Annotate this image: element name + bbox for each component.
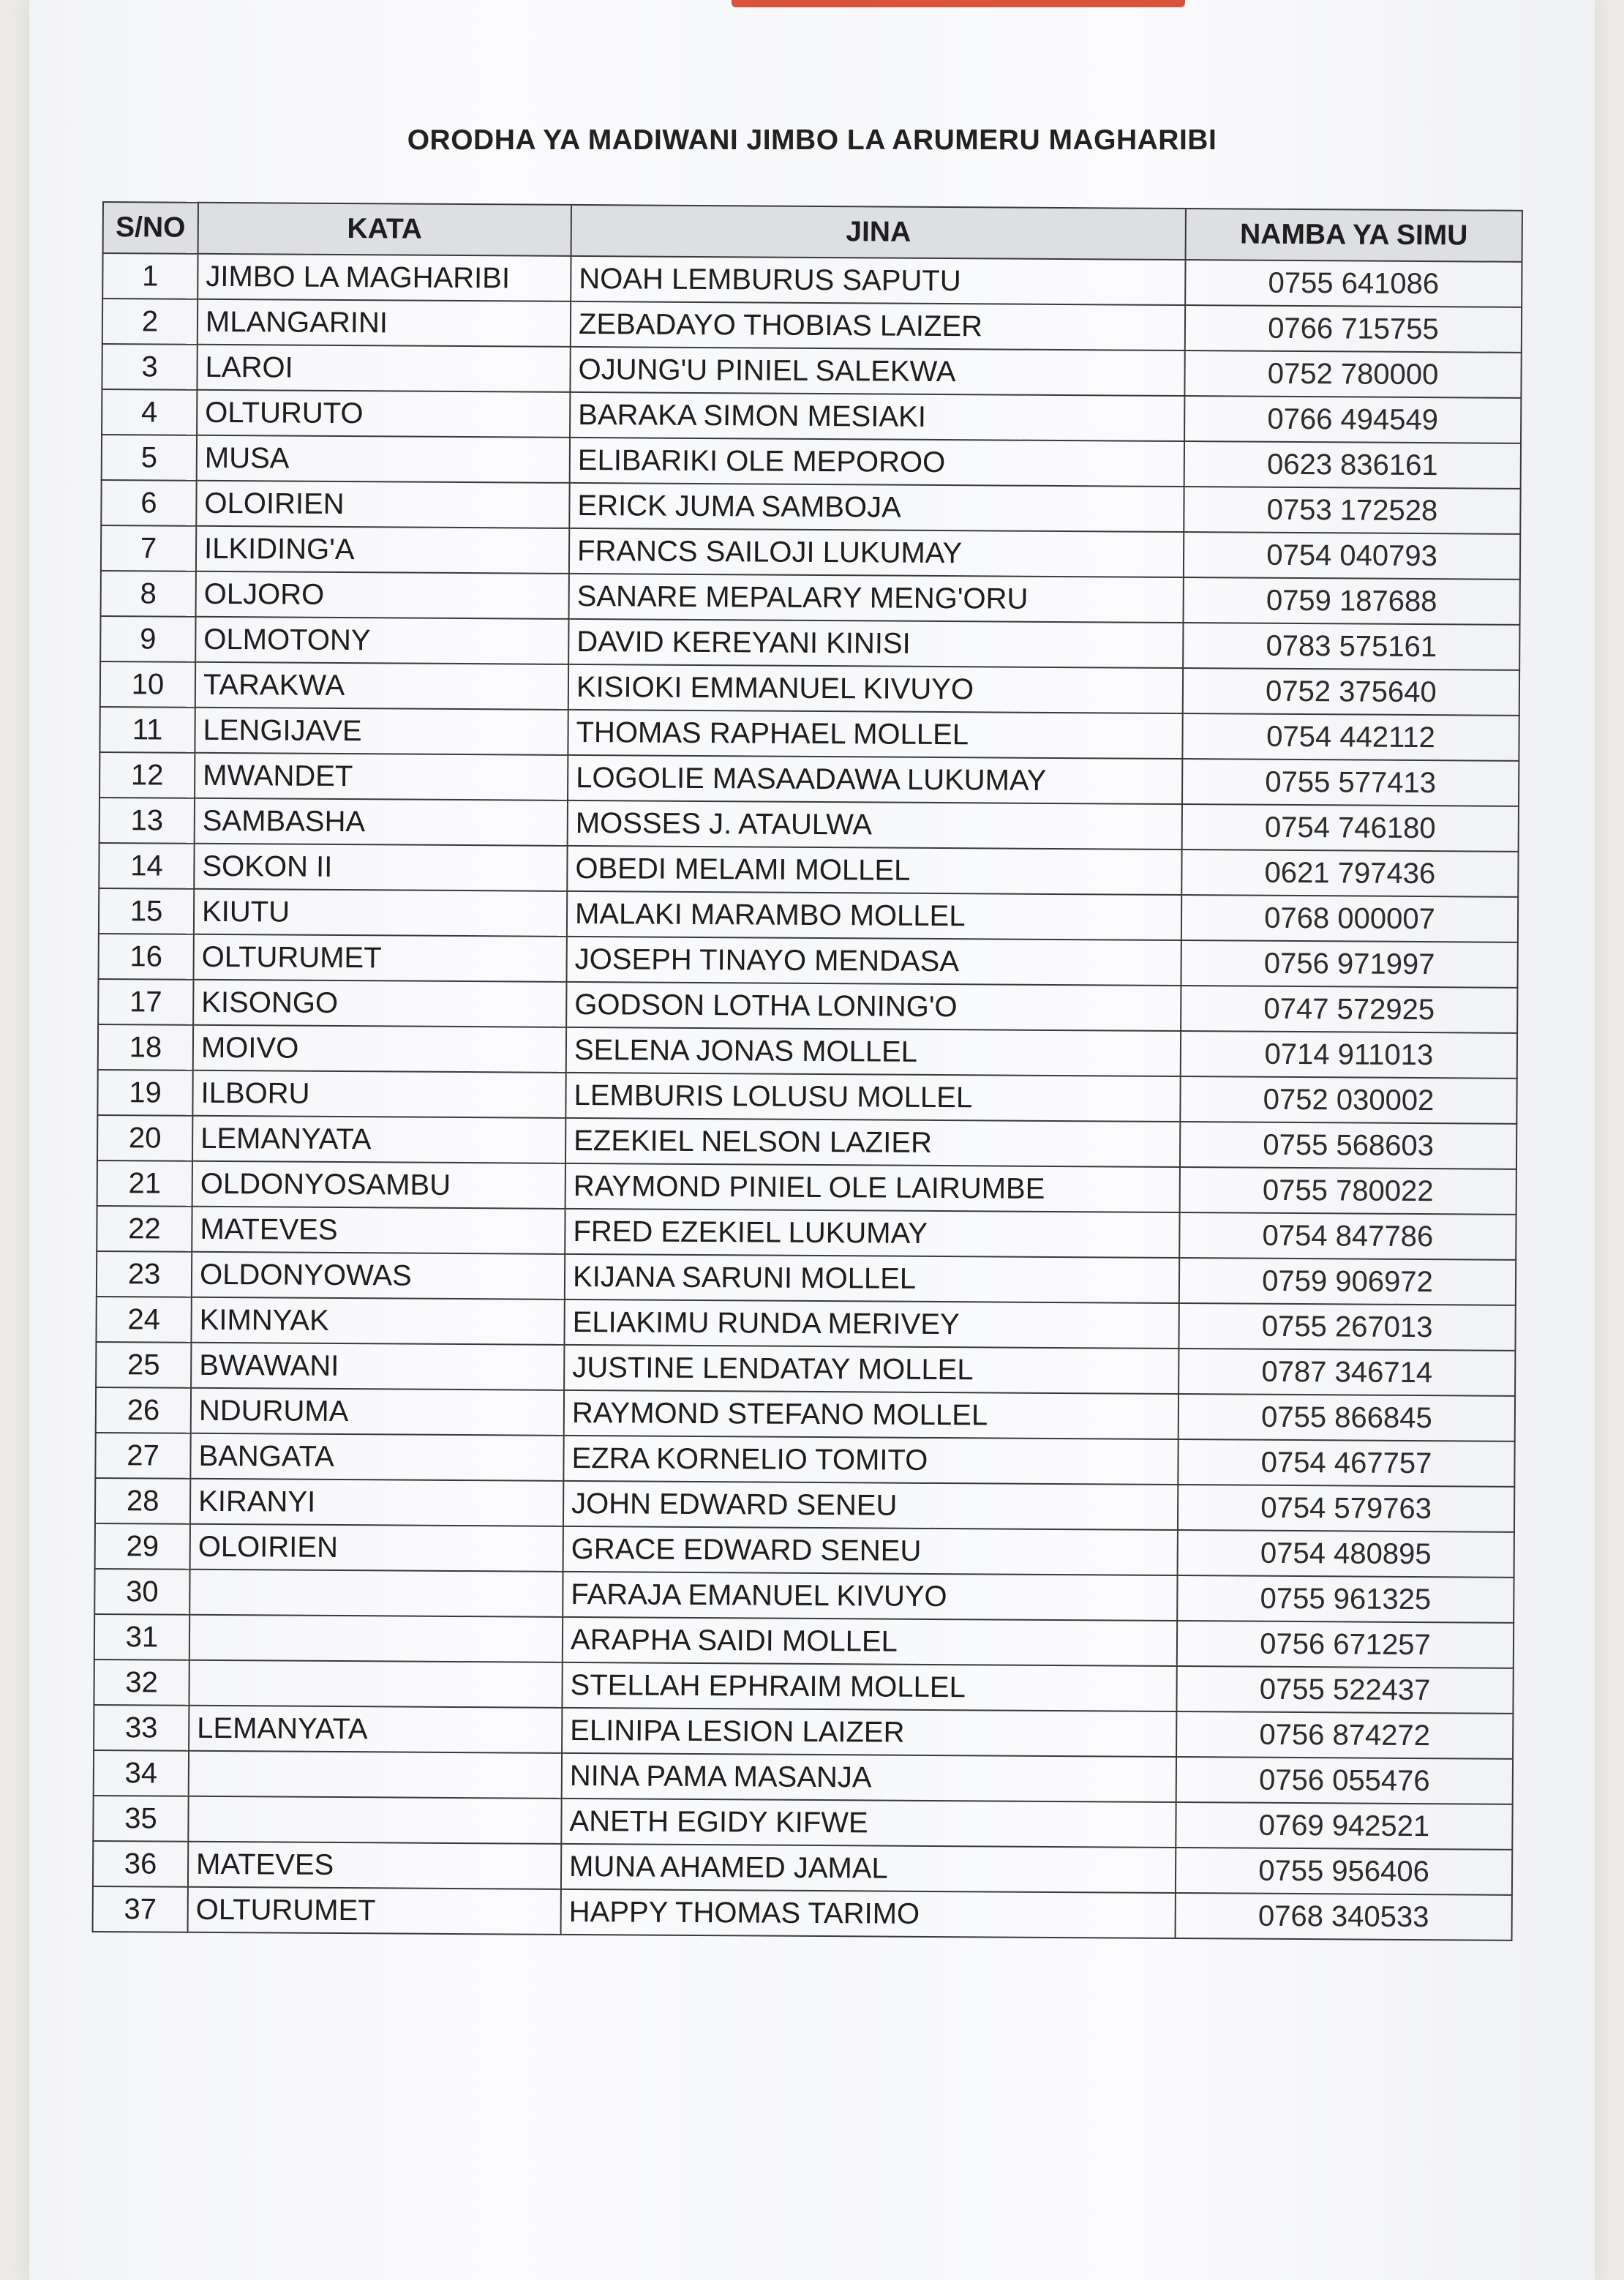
- table-row: [100, 661, 1519, 716]
- row-jina: ERICK JUMA SAMBOJA: [569, 483, 1184, 532]
- row-jina: JOSEPH TINAYO MENDASA: [566, 937, 1181, 986]
- row-kata: OLMOTONY: [195, 617, 568, 664]
- row-kata: LAROI: [197, 345, 570, 392]
- table-row: [101, 525, 1520, 580]
- header-jina: JINA: [571, 205, 1186, 260]
- row-kata: [189, 1751, 562, 1799]
- row-jina: FRANCS SAILOJI LUKUMAY: [569, 528, 1184, 577]
- row-kata: BANGATA: [190, 1433, 563, 1481]
- row-sno: 19: [97, 1070, 192, 1116]
- row-phone: 0755 568603: [1180, 1122, 1516, 1169]
- row-phone: 0755 866845: [1178, 1394, 1515, 1441]
- row-phone: 0752 030002: [1180, 1076, 1516, 1124]
- row-kata: KIMNYAK: [191, 1297, 564, 1345]
- row-phone: 0621 797436: [1181, 850, 1518, 897]
- row-phone: 0756 671257: [1177, 1621, 1514, 1668]
- row-sno: 23: [97, 1251, 192, 1297]
- row-sno: 1: [102, 253, 198, 299]
- row-phone: 0752 780000: [1184, 350, 1521, 398]
- row-sno: 12: [99, 752, 195, 798]
- row-kata: MOIVO: [193, 1025, 566, 1073]
- table-row: [101, 480, 1520, 534]
- row-kata: NDURUMA: [191, 1388, 564, 1436]
- row-phone: 0783 575161: [1183, 623, 1519, 670]
- row-sno: 14: [99, 843, 194, 889]
- row-sno: 11: [99, 707, 195, 753]
- row-kata: OLTURUMET: [194, 934, 567, 982]
- row-kata: OLDONYOWAS: [192, 1252, 565, 1300]
- row-phone: 0754 847786: [1179, 1212, 1516, 1260]
- row-kata: KIRANYI: [190, 1479, 563, 1526]
- row-phone: 0755 641086: [1185, 260, 1522, 307]
- row-phone: 0759 187688: [1184, 577, 1520, 625]
- row-jina: JOHN EDWARD SENEU: [563, 1481, 1178, 1530]
- row-phone: 0766 715755: [1185, 305, 1522, 353]
- row-sno: 15: [99, 888, 194, 934]
- row-sno: 34: [94, 1750, 189, 1796]
- row-kata: OLTURUTO: [197, 390, 570, 438]
- row-jina: ELIAKIMU RUNDA MERIVEY: [564, 1300, 1178, 1349]
- table-row: [102, 299, 1522, 353]
- table-row: [94, 1750, 1513, 1804]
- row-jina: HAPPY THOMAS TARIMO: [561, 1889, 1176, 1938]
- row-jina: OJUNG'U PINIEL SALEKWA: [570, 347, 1184, 396]
- row-phone: 0755 956406: [1176, 1848, 1512, 1895]
- row-jina: ELIBARIKI OLE MEPOROO: [570, 438, 1184, 487]
- row-kata: LEMANYATA: [189, 1706, 562, 1753]
- row-sno: 27: [95, 1433, 190, 1479]
- table-row: [99, 707, 1519, 761]
- row-phone: 0759 906972: [1179, 1258, 1516, 1305]
- table-row: [102, 344, 1521, 398]
- row-kata: LEMANYATA: [192, 1116, 565, 1163]
- row-kata: [189, 1660, 562, 1708]
- row-sno: 4: [102, 389, 197, 435]
- table-row: [93, 1886, 1512, 1940]
- row-phone: 0754 579763: [1178, 1485, 1514, 1532]
- row-sno: 5: [102, 435, 197, 481]
- row-sno: 9: [100, 616, 195, 662]
- table-row: [97, 1206, 1516, 1260]
- table-row: [102, 389, 1521, 443]
- row-sno: 8: [101, 571, 196, 617]
- table-row: [94, 1705, 1513, 1759]
- row-kata: OLOIRIEN: [196, 481, 569, 528]
- row-jina: RAYMOND PINIEL OLE LAIRUMBE: [565, 1163, 1180, 1212]
- row-jina: SANARE MEPALARY MENG'ORU: [569, 574, 1184, 623]
- row-sno: 22: [97, 1206, 192, 1252]
- table-row: [102, 253, 1522, 307]
- table-row: [96, 1342, 1515, 1396]
- table-row: [94, 1569, 1514, 1623]
- document-title: ORODHA YA MADIWANI JIMBO LA ARUMERU MAGHARIBI: [407, 124, 1217, 156]
- row-kata: OLJORO: [196, 571, 569, 619]
- row-jina: RAYMOND STEFANO MOLLEL: [564, 1390, 1178, 1439]
- row-sno: 17: [98, 979, 193, 1025]
- row-jina: SELENA JONAS MOLLEL: [566, 1027, 1181, 1076]
- table-row: [99, 752, 1519, 806]
- table-row: [101, 571, 1520, 625]
- row-kata: [188, 1796, 561, 1844]
- row-kata: MWANDET: [195, 753, 568, 800]
- table-row: [96, 1387, 1515, 1441]
- row-sno: 35: [93, 1796, 188, 1842]
- row-phone: 0754 480895: [1178, 1530, 1514, 1578]
- row-jina: LEMBURIS LOLUSU MOLLEL: [565, 1073, 1180, 1122]
- row-sno: 3: [102, 344, 197, 390]
- row-jina: DAVID KEREYANI KINISI: [568, 619, 1183, 668]
- row-kata: ILKIDING'A: [196, 526, 569, 574]
- row-kata: SAMBASHA: [195, 798, 568, 846]
- row-kata: ILBORU: [192, 1070, 565, 1118]
- row-phone: 0769 942521: [1176, 1802, 1512, 1850]
- row-jina: MOSSES J. ATAULWA: [568, 800, 1182, 850]
- row-kata: [189, 1570, 563, 1617]
- row-phone: 0754 442112: [1182, 713, 1519, 761]
- row-kata: BWAWANI: [191, 1343, 564, 1390]
- row-phone: 0755 522437: [1176, 1666, 1513, 1714]
- header-sno: S/NO: [103, 202, 198, 254]
- row-phone: 0756 874272: [1176, 1711, 1513, 1759]
- row-phone: 0747 572925: [1181, 986, 1517, 1033]
- row-jina: MUNA AHAMED JAMAL: [561, 1844, 1176, 1893]
- table-row: [99, 843, 1518, 897]
- table-row: [99, 798, 1519, 852]
- row-sno: 30: [94, 1569, 189, 1615]
- row-sno: 37: [93, 1886, 188, 1932]
- row-jina: ANETH EGIDY KIFWE: [561, 1799, 1176, 1848]
- row-phone: 0766 494549: [1184, 396, 1521, 443]
- row-kata: KISONGO: [193, 980, 566, 1027]
- table-row: [98, 979, 1517, 1033]
- row-jina: JUSTINE LENDATAY MOLLEL: [564, 1345, 1178, 1394]
- row-phone: 0756 971997: [1181, 940, 1517, 988]
- row-sno: 7: [101, 525, 196, 571]
- row-sno: 32: [94, 1660, 189, 1706]
- row-sno: 24: [96, 1297, 191, 1343]
- table-header-row: [103, 202, 1522, 262]
- table-row: [97, 1251, 1516, 1305]
- row-kata: OLDONYOSAMBU: [192, 1161, 565, 1209]
- row-sno: 33: [94, 1705, 189, 1751]
- row-sno: 18: [98, 1024, 193, 1070]
- row-jina: NINA PAMA MASANJA: [562, 1753, 1176, 1802]
- row-phone: 0768 000007: [1181, 895, 1518, 942]
- table-row: [99, 934, 1518, 988]
- row-jina: NOAH LEMBURUS SAPUTU: [571, 256, 1185, 305]
- councillors-table-container: [92, 201, 1522, 1941]
- table-row: [93, 1841, 1512, 1895]
- row-jina: ELINIPA LESION LAIZER: [562, 1708, 1176, 1757]
- table-row: [94, 1660, 1513, 1714]
- row-jina: ARAPHA SAIDI MOLLEL: [563, 1617, 1177, 1666]
- row-phone: 0754 746180: [1182, 804, 1519, 852]
- row-phone: 0787 346714: [1178, 1349, 1515, 1396]
- table-row: [97, 1070, 1516, 1124]
- table-row: [97, 1115, 1516, 1169]
- row-kata: OLOIRIEN: [190, 1524, 563, 1572]
- row-jina: OBEDI MELAMI MOLLEL: [567, 846, 1181, 895]
- row-jina: ZEBADAYO THOBIAS LAIZER: [571, 301, 1185, 350]
- row-jina: MALAKI MARAMBO MOLLEL: [567, 891, 1181, 940]
- row-phone: 0756 055476: [1176, 1757, 1513, 1804]
- row-jina: GODSON LOTHA LONING'O: [566, 982, 1181, 1031]
- row-phone: 0753 172528: [1184, 487, 1520, 534]
- row-kata: TARAKWA: [195, 662, 568, 710]
- row-kata: SOKON II: [194, 844, 567, 891]
- row-jina: FRED EZEKIEL LUKUMAY: [565, 1209, 1179, 1258]
- table-row: [102, 435, 1521, 489]
- row-sno: 21: [97, 1160, 192, 1207]
- table-row: [97, 1160, 1516, 1215]
- row-phone: 0755 961325: [1177, 1575, 1514, 1623]
- row-jina: EZEKIEL NELSON LAZIER: [565, 1118, 1180, 1167]
- row-sno: 29: [95, 1523, 190, 1570]
- header-kata: KATA: [198, 203, 571, 256]
- row-kata: MATEVES: [188, 1842, 561, 1889]
- row-jina: GRACE EDWARD SENEU: [563, 1526, 1178, 1575]
- header-namba-ya-simu: NAMBA YA SIMU: [1186, 209, 1522, 262]
- row-sno: 6: [101, 480, 196, 526]
- row-jina: THOMAS RAPHAEL MOLLEL: [568, 710, 1182, 759]
- row-sno: 10: [100, 661, 195, 708]
- table-row: [95, 1478, 1514, 1532]
- row-phone: 0623 836161: [1184, 441, 1521, 489]
- row-phone: 0754 040793: [1184, 532, 1520, 580]
- table-row: [96, 1297, 1515, 1351]
- row-jina: KISIOKI EMMANUEL KIVUYO: [568, 664, 1183, 713]
- row-sno: 25: [96, 1342, 191, 1388]
- background-strip: [732, 0, 1185, 7]
- table-row: [100, 616, 1519, 670]
- row-phone: 0752 375640: [1183, 668, 1519, 716]
- table-body: [93, 253, 1522, 1940]
- row-sno: 26: [96, 1387, 191, 1433]
- row-jina: FARAJA EMANUEL KIVUYO: [563, 1572, 1177, 1621]
- table-row: [98, 1024, 1517, 1079]
- row-kata: LENGIJAVE: [195, 708, 568, 755]
- row-phone: 0755 780022: [1180, 1167, 1516, 1215]
- row-jina: KIJANA SARUNI MOLLEL: [565, 1254, 1179, 1303]
- row-phone: 0755 267013: [1178, 1303, 1515, 1351]
- table-row: [95, 1523, 1514, 1578]
- row-phone: 0755 577413: [1182, 759, 1519, 806]
- councillors-table: [92, 201, 1523, 1941]
- row-sno: 31: [94, 1614, 189, 1660]
- row-jina: LOGOLIE MASAADAWA LUKUMAY: [568, 755, 1182, 804]
- row-sno: 16: [99, 934, 194, 980]
- row-kata: OLTURUMET: [188, 1887, 561, 1935]
- row-kata: MATEVES: [192, 1207, 565, 1254]
- row-jina: EZRA KORNELIO TOMITO: [563, 1436, 1178, 1485]
- row-phone: 0754 467757: [1178, 1439, 1514, 1487]
- row-jina: BARAKA SIMON MESIAKI: [570, 392, 1184, 441]
- row-sno: 2: [102, 299, 198, 345]
- table-row: [99, 888, 1518, 942]
- table-row: [93, 1796, 1512, 1850]
- row-phone: 0768 340533: [1176, 1893, 1512, 1940]
- row-sno: 20: [97, 1115, 192, 1161]
- row-kata: MUSA: [197, 435, 570, 483]
- row-kata: KIUTU: [194, 889, 567, 937]
- row-jina: STELLAH EPHRAIM MOLLEL: [562, 1662, 1176, 1711]
- table-row: [94, 1614, 1514, 1668]
- row-kata: [189, 1615, 563, 1662]
- row-sno: 13: [99, 798, 195, 844]
- row-kata: JIMBO LA MAGHARIBI: [198, 254, 571, 301]
- row-sno: 28: [95, 1478, 190, 1524]
- row-kata: MLANGARINI: [198, 299, 571, 347]
- row-phone: 0714 911013: [1181, 1031, 1517, 1079]
- row-sno: 36: [93, 1841, 188, 1887]
- table-row: [95, 1433, 1514, 1487]
